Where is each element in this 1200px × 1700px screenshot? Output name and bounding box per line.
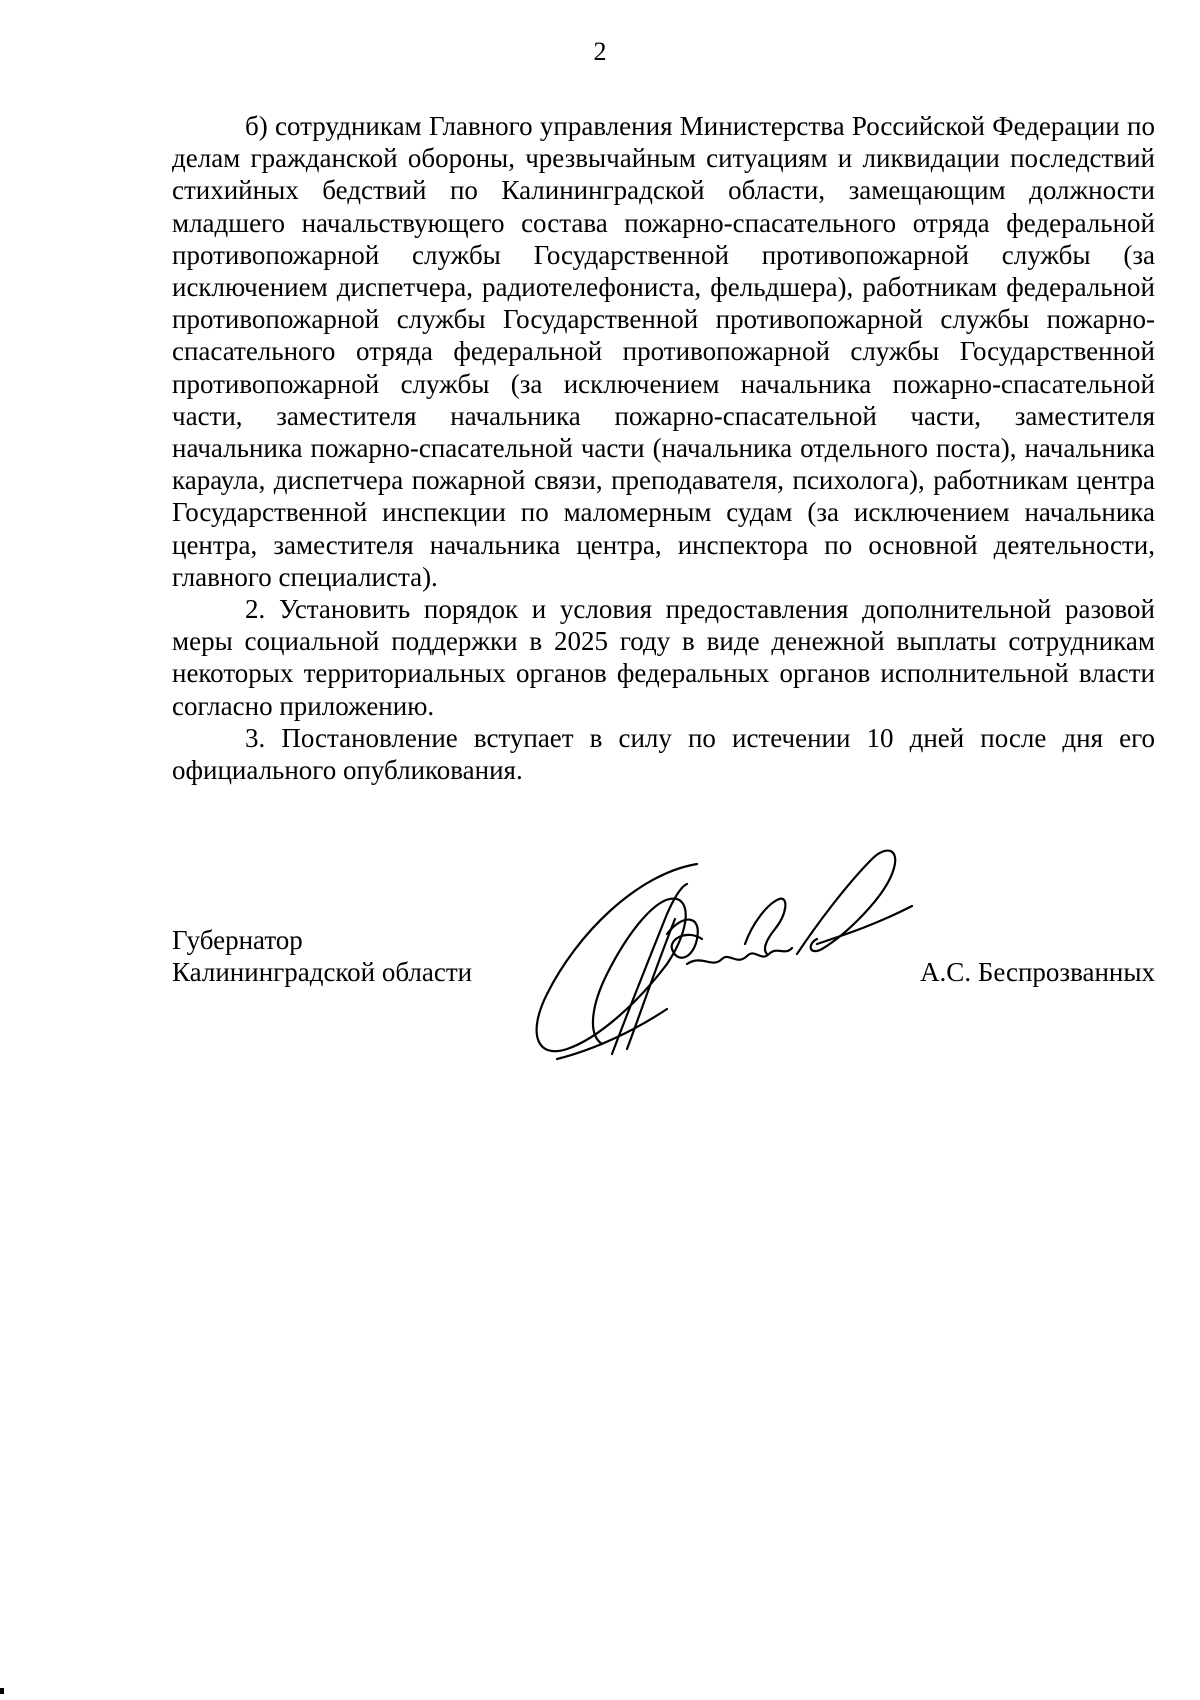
page-number: 2 bbox=[593, 37, 607, 66]
paragraph-clause-3: 3. Постановление вступает в силу по истечении 10 дней после дня его официального опубликования. bbox=[172, 722, 1155, 786]
document-body bbox=[172, 110, 1155, 786]
paragraph-clause-2: 2. Установить порядок и условия предоставления дополнительной разовой меры социальной поддержки в 2025 году в виде денежной выплаты сотрудникам некоторых территориальных органов федеральных органов исполнительной власти согласно приложению. bbox=[172, 594, 1155, 721]
signer-title bbox=[172, 924, 472, 988]
paragraph-item-6: б) сотрудникам Главного управления Министерства Российской Федерации по делам гражданской обороны, чрезвычайным ситуациям и ликвидации последствий стихийных бедствий по Калининградской области, замещающим должности младшего начальствующего состава пожарно-спасательного отряда федеральной противопожарной службы Государственной противопожарной службы (за исключением диспетчера, радиотелефониста, фельдшера), работникам федеральной противопожарной службы Государственной противопожарной службы пожарно-спасательного отряда федеральной противопожарной службы Государственной противопожарной службы (за исключением начальника пожарно-спасательной части, заместителя начальника пожарно-спасательной части, заместителя начальника пожарно-спасательной части (начальника отдельного поста), начальника караула, диспетчера пожарной связи, преподавателя, психолога), работникам центра Государственной инспекции по маломерным судам (за исключением начальника центра, заместителя начальника центра, инспектора по основной деятельности, главного специалиста). bbox=[172, 111, 1155, 592]
signer-position: Губернатор bbox=[172, 925, 303, 955]
signer-name: А.С. Беспрозванных bbox=[920, 957, 1155, 987]
signer-region: Калининградской области bbox=[172, 957, 473, 988]
signature-block bbox=[172, 924, 1155, 1124]
handwritten-signature bbox=[517, 844, 917, 1084]
scan-speck bbox=[0, 1688, 4, 1694]
